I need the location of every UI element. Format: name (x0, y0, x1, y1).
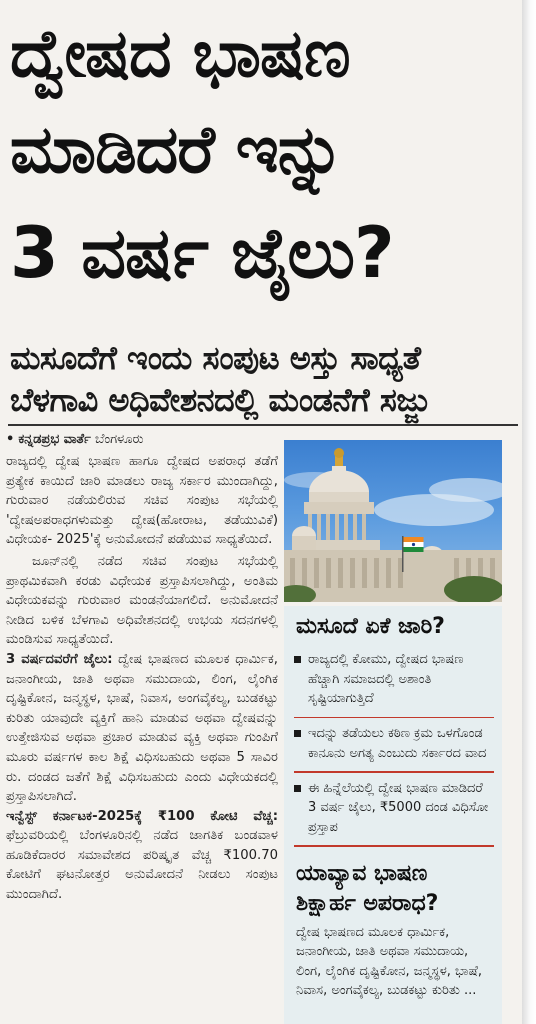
sidebar-list-item (284, 720, 502, 769)
sidebar-box (284, 606, 502, 1024)
headline-line-1: ದ್ವೇಷದ ಭಾಷಣ (10, 15, 350, 92)
paragraph-text: ಫೆಬ್ರುವರಿಯಲ್ಲಿ ಬೆಂಗಳೂರಿನಲ್ಲಿ ನಡೆದ ಜಾಗತಿಕ ಬಂಡವಾಳ ಹೂಡಿಕೆದಾರರ ಸಮಾವೇಶದ ಪರಿಷ್ಕೃತ ವೆಚ್ಚ ₹100.70 ಕೋಟಿಗೆ ಘಟನೋತ್ತರ ಅನುಮೋದನೆ ನೀಡಲು ಸಂಪುಟ ಮುಂದಾಗಿದೆ. (6, 828, 278, 903)
sidebar-body: ದ್ವೇಷ ಭಾಷಣದ ಮೂಲಕ ಧಾರ್ಮಿಕ, ಜನಾಂಗೀಯ, ಜಾತಿ ಅಥವಾ ಸಮುದಾಯ, ಲಿಂಗ, ಲೈಂಗಿಕ ದೃಷ್ಟಿಕೋನ, ಜನ್ಮಸ್ಥಳ, ಭಾಷೆ, ನಿವಾಸ, ಅಂಗವೈಕಲ್ಯ, ಬುಡಕಟ್ಟು ಕುರಿತು ... (296, 924, 482, 998)
article-body (6, 430, 278, 1024)
building-illustration (284, 440, 502, 602)
byline-place: ಬೆಂಗಳೂರು (94, 432, 144, 447)
sidebar-list-item (284, 646, 502, 715)
square-bullet-icon (294, 656, 301, 663)
divider (294, 845, 494, 847)
subheadline-line-2: ಬೆಳಗಾವಿ ಅಧಿವೇಶನದಲ್ಲಿ ಮಂಡನೆಗೆ ಸಜ್ಜು (10, 381, 430, 419)
paragraph-lead: 3 ವರ್ಷದವರೆಗೆ ಜೈಲು: (6, 651, 113, 667)
sidebar-title: ಮಸೂದೆ ಏಕೆ ಜಾರಿ? (296, 614, 445, 639)
sidebar-subtitle-line-2: ಶಿಕ್ಷಾರ್ಹ ಅಪರಾಧ? (296, 890, 439, 916)
sidebar-subtitle-line-1: ಯಾವ್ಯಾವ ಭಾಷಣ (296, 860, 428, 886)
divider (294, 771, 494, 773)
article-paragraph (6, 650, 278, 807)
sidebar-item-text: ರಾಜ್ಯದಲ್ಲಿ ಕೋಮು, ದ್ವೇಷದ ಭಾಷಣ ಹೆಚ್ಚಾಗಿ ಸಮಾಜದಲ್ಲಿ ಅಶಾಂತಿ ಸೃಷ್ಟಿಯಾಗುತ್ತಿದೆ (308, 652, 464, 706)
headline-line-3: 3 ವರ್ಷ ಜೈಲು? (10, 212, 394, 294)
paragraph-lead: ಇನ್ವೆಸ್ಟ್ ಕರ್ನಾಟಕ-2025ಕ್ಕೆ ₹100 ಕೋಟಿ ವೆಚ್ಚ: (6, 808, 278, 824)
headline-line-2: ಮಾಡಿದರೆ ಇನ್ನು (10, 111, 344, 188)
sidebar-subtitle (284, 849, 502, 921)
divider (294, 717, 494, 719)
paragraph-text: ದ್ವೇಷ ಭಾಷಣದ ಮೂಲಕ ಧಾರ್ಮಿಕ, ಜನಾಂಗೀಯ, ಜಾತಿ ಅಥವಾ ಸಮುದಾಯ, ಲಿಂಗ, ಲೈಂಗಿಕ ದೃಷ್ಟಿಕೋನ, ಜನ್ಮಸ್ಥಳ, ಭಾಷೆ, ನಿವಾಸ, ಅಂಗವೈಕಲ್ಯ, ಬುಡಕಟ್ಟು ಕುರಿತು ಯಾವುದೇ ವ್ಯಕ್ತಿಗೆ ಹಾನಿ ಮಾಡುವ ಅಥವಾ ದ್ವೇಷವನ್ನು ಉತ್ತೇಜಿಸುವ ಅಥವಾ ಪ್ರಚಾರ ಮಾಡುವ ವ್ಯಕ್ತಿ ಅಥವಾ ಗುಂಪಿಗೆ ಮೂರು ವರ್ಷಗಳ ಕಾಲ ಶಿಕ್ಷೆ ವಿಧಿಸಬಹುದು ಅಥವಾ 5 ಸಾವಿರ ರು. ದಂಡದ ಜತೆಗೆ ಶಿಕ್ಷೆ ವಿಧಿಸಬಹುದು ಎಂದು ವಿಧೇಯಕದಲ್ಲಿ ಪ್ರಸ್ತಾಪಿಸಲಾಗಿದೆ. (6, 651, 278, 805)
square-bullet-icon (294, 730, 301, 737)
byline-source: ಕನ್ನಡಪ್ರಭ ವಾರ್ತೆ (18, 432, 91, 447)
page-edge (522, 0, 536, 1024)
article-paragraph: ರಾಜ್ಯದಲ್ಲಿ ದ್ವೇಷ ಭಾಷಣ ಹಾಗೂ ದ್ವೇಷದ ಅಪರಾಧ ತಡೆಗೆ ಪ್ರತ್ಯೇಕ ಕಾಯಿದೆ ಜಾರಿ ಮಾಡಲು ರಾಜ್ಯ ಸರ್ಕಾರ ಮುಂದಾಗಿದ್ದು, ಗುರುವಾರ ನಡೆಯಲಿರುವ ಸಚಿವ ಸಂಪುಟ ಸಭೆಯಲ್ಲಿ 'ದ್ವೇಷಅಪರಾಧಗಳುಮತ್ತು ದ್ವೇಷ(ಹೋರಾಟ, ತಡೆಯುವಿಕೆ) ವಿಧೇಯಕ- 2025'ಕ್ಕೆ ಅನುಮೋದನೆ ಪಡೆಯುವ ಸಾಧ್ಯತೆಯಿದೆ. (6, 454, 278, 548)
article-paragraph (6, 807, 278, 905)
sidebar-item-text: ಈ ಹಿನ್ನೆಲೆಯಲ್ಲಿ ದ್ವೇಷ ಭಾಷಣ ಮಾಡಿದರೆ 3 ವರ್ಷ ಜೈಲು, ₹5000 ದಂಡ ವಿಧಿಸೋ ಪ್ರಸ್ತಾಪ (308, 780, 489, 835)
divider (8, 424, 518, 426)
sidebar-list-item (284, 775, 502, 844)
subheadline-line-1: ಮಸೂದೆಗೆ ಇಂದು ಸಂಪುಟ ಅಸ್ತು ಸಾಧ್ಯತೆ (10, 339, 421, 377)
sidebar-item-text: ಇದನ್ನು ತಡೆಯಲು ಕಠಿಣ ಕ್ರಮ ಒಳಗೊಂಡ ಕಾನೂನು ಅಗತ್ಯ ಎಂಬುದು ಸರ್ಕಾರದ ವಾದ (308, 726, 487, 761)
bullet-icon: • (6, 432, 15, 447)
vidhana-soudha-photo (284, 440, 502, 602)
article-paragraph: ಜೂನ್‌ನಲ್ಲಿ ನಡೆದ ಸಚಿವ ಸಂಪುಟ ಸಭೆಯಲ್ಲಿ ಪ್ರಾಥಮಿಕವಾಗಿ ಕರಡು ವಿಧೇಯಕ ಪ್ರಸ್ತಾಪಿಸಲಾಗಿದ್ದು, ಅಂತಿಮ ವಿಧೇಯಕವನ್ನು ಗುರುವಾರ ಮಂಡನೆಯಾಗಲಿದೆ. ಅನುಮೋದನೆ ನೀಡಿದ ಬಳಿಕ ಬೆಳಗಾವಿ ಅಧಿವೇಶನದಲ್ಲಿ ಉಭಯ ಸದನಗಳಲ್ಲಿ ಮಂಡಿಸುವ ಸಾಧ್ಯತೆಯಿದೆ. (6, 553, 278, 648)
byline (6, 430, 278, 450)
square-bullet-icon (294, 785, 301, 792)
